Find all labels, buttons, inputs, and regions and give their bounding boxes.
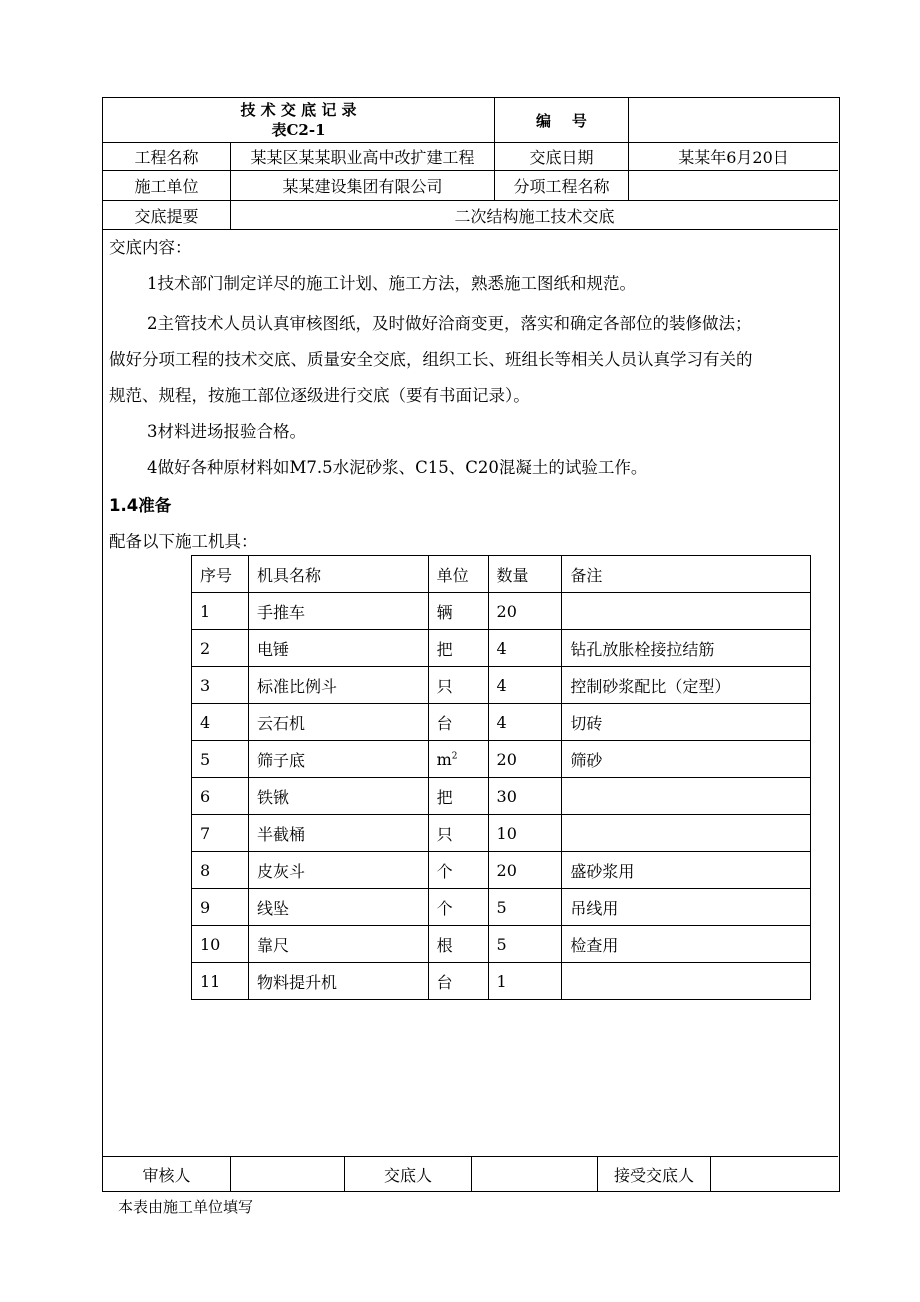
discloser-label: 交底人 bbox=[383, 1166, 432, 1185]
table-cell: 云石机 bbox=[248, 704, 428, 741]
reviewer-label: 审核人 bbox=[142, 1166, 191, 1185]
table-cell: 20 bbox=[488, 852, 562, 889]
reviewer-field[interactable] bbox=[231, 1157, 344, 1192]
summary-value[interactable]: 二次结构施工技术交底 bbox=[454, 206, 615, 226]
table-header-row bbox=[192, 556, 811, 593]
table-cell: 铁锹 bbox=[248, 778, 428, 815]
table-row bbox=[192, 778, 811, 815]
receiver-label: 接受交底人 bbox=[613, 1166, 694, 1185]
table-row bbox=[192, 889, 811, 926]
project-name-label: 工程名称 bbox=[134, 148, 199, 167]
table-cell: 5 bbox=[488, 889, 562, 926]
table-cell bbox=[428, 741, 488, 778]
unit-text: m bbox=[436, 749, 452, 769]
table-cell: 10 bbox=[488, 815, 562, 852]
project-name-value[interactable]: 某某区某某职业高中改扩建工程 bbox=[250, 148, 475, 167]
footer-note: 本表由施工单位填写 bbox=[118, 1198, 254, 1216]
table-cell: 9 bbox=[192, 889, 249, 926]
table-row bbox=[192, 593, 811, 630]
table-cell: 4 bbox=[488, 704, 562, 741]
form-title: 技 术 交 底 记 录 bbox=[240, 101, 357, 119]
number-label: 编 号 bbox=[536, 111, 587, 130]
table-cell: 靠尺 bbox=[248, 926, 428, 963]
table-header: 单位 bbox=[428, 556, 488, 593]
table-cell: 个 bbox=[428, 852, 488, 889]
content-intro: 交底内容： bbox=[109, 238, 192, 257]
table-cell: 检查用 bbox=[562, 926, 811, 963]
table-cell: 切砖 bbox=[562, 704, 811, 741]
table-cell: 5 bbox=[192, 741, 249, 778]
table-cell bbox=[562, 963, 811, 1000]
disclosure-form bbox=[102, 97, 840, 1192]
table-cell: 6 bbox=[192, 778, 249, 815]
receiver-field[interactable] bbox=[711, 1157, 838, 1192]
unit-superscript: 2 bbox=[451, 751, 458, 762]
table-cell: 电锤 bbox=[248, 630, 428, 667]
table-cell: 只 bbox=[428, 667, 488, 704]
table-cell: 3 bbox=[192, 667, 249, 704]
table-header: 序号 bbox=[192, 556, 249, 593]
table-header: 数量 bbox=[488, 556, 562, 593]
table-row bbox=[192, 852, 811, 889]
table-cell: 半截桶 bbox=[248, 815, 428, 852]
table-row bbox=[192, 926, 811, 963]
table-cell: 皮灰斗 bbox=[248, 852, 428, 889]
subproject-label: 分项工程名称 bbox=[513, 177, 610, 196]
contractor-label: 施工单位 bbox=[134, 177, 199, 196]
table-header: 备注 bbox=[562, 556, 811, 593]
table-cell: 10 bbox=[192, 926, 249, 963]
equipment-intro: 配备以下施工机具： bbox=[109, 532, 258, 551]
table-row bbox=[192, 741, 811, 778]
table-cell: 把 bbox=[428, 630, 488, 667]
subproject-value[interactable] bbox=[629, 171, 838, 200]
table-cell: 5 bbox=[488, 926, 562, 963]
table-cell: 线坠 bbox=[248, 889, 428, 926]
table-cell: 11 bbox=[192, 963, 249, 1000]
content-item-2-line-1: 2主管技术人员认真审核图纸，及时做好洽商变更，落实和确定各部位的装修做法； bbox=[147, 314, 752, 333]
content-item-1: 1技术部门制定详尽的施工计划、施工方法，熟悉施工图纸和规范。 bbox=[147, 274, 636, 293]
table-cell: 1 bbox=[488, 963, 562, 1000]
table-cell: 台 bbox=[428, 704, 488, 741]
table-cell: 筛子底 bbox=[248, 741, 428, 778]
table-cell: 20 bbox=[488, 593, 562, 630]
tools-table bbox=[191, 555, 811, 1000]
table-cell: 控制砂浆配比（定型） bbox=[562, 667, 811, 704]
disclosure-content bbox=[109, 230, 835, 560]
table-row bbox=[192, 963, 811, 1000]
table-cell: 只 bbox=[428, 815, 488, 852]
number-value[interactable] bbox=[629, 98, 838, 142]
table-cell: 4 bbox=[488, 667, 562, 704]
table-cell: 手推车 bbox=[248, 593, 428, 630]
content-item-3: 3材料进场报验合格。 bbox=[147, 422, 306, 441]
table-row bbox=[192, 667, 811, 704]
content-item-2-line-2: 做好分项工程的技术交底、质量安全交底，组织工长、班组长等相关人员认真学习有关的 bbox=[109, 350, 753, 369]
table-cell: 辆 bbox=[428, 593, 488, 630]
table-cell: 把 bbox=[428, 778, 488, 815]
table-cell: 1 bbox=[192, 593, 249, 630]
content-item-4: 4做好各种原材料如M7.5水泥砂浆、C15、C20混凝土的试验工作。 bbox=[147, 458, 648, 477]
table-cell: 钻孔放胀栓接拉结筋 bbox=[562, 630, 811, 667]
table-cell bbox=[562, 815, 811, 852]
table-cell: 筛砂 bbox=[562, 741, 811, 778]
table-cell: 盛砂浆用 bbox=[562, 852, 811, 889]
table-row bbox=[192, 815, 811, 852]
table-row bbox=[192, 704, 811, 741]
form-title-cell bbox=[103, 98, 494, 142]
table-cell: 4 bbox=[488, 630, 562, 667]
table-cell bbox=[562, 593, 811, 630]
contractor-value[interactable]: 某某建设集团有限公司 bbox=[282, 177, 443, 196]
table-cell: 标准比例斗 bbox=[248, 667, 428, 704]
table-cell bbox=[562, 778, 811, 815]
content-item-2-line-3: 规范、规程，按施工部位逐级进行交底（要有书面记录）。 bbox=[109, 386, 530, 405]
date-value[interactable]: 某某年6月20日 bbox=[678, 148, 789, 167]
table-cell: 物料提升机 bbox=[248, 963, 428, 1000]
date-label: 交底日期 bbox=[529, 148, 594, 167]
table-cell: 根 bbox=[428, 926, 488, 963]
table-cell: 7 bbox=[192, 815, 249, 852]
form-code: 表C2-1 bbox=[271, 121, 326, 139]
table-cell: 台 bbox=[428, 963, 488, 1000]
table-cell: 个 bbox=[428, 889, 488, 926]
table-cell: 4 bbox=[192, 704, 249, 741]
summary-label: 交底提要 bbox=[134, 206, 199, 226]
table-cell: 2 bbox=[192, 630, 249, 667]
table-cell: 30 bbox=[488, 778, 562, 815]
table-row bbox=[192, 630, 811, 667]
table-cell: 吊线用 bbox=[562, 889, 811, 926]
table-cell: 20 bbox=[488, 741, 562, 778]
section-heading: 1.4准备 bbox=[109, 496, 172, 515]
table-header: 机具名称 bbox=[248, 556, 428, 593]
discloser-field[interactable] bbox=[472, 1157, 597, 1192]
table-cell: 8 bbox=[192, 852, 249, 889]
